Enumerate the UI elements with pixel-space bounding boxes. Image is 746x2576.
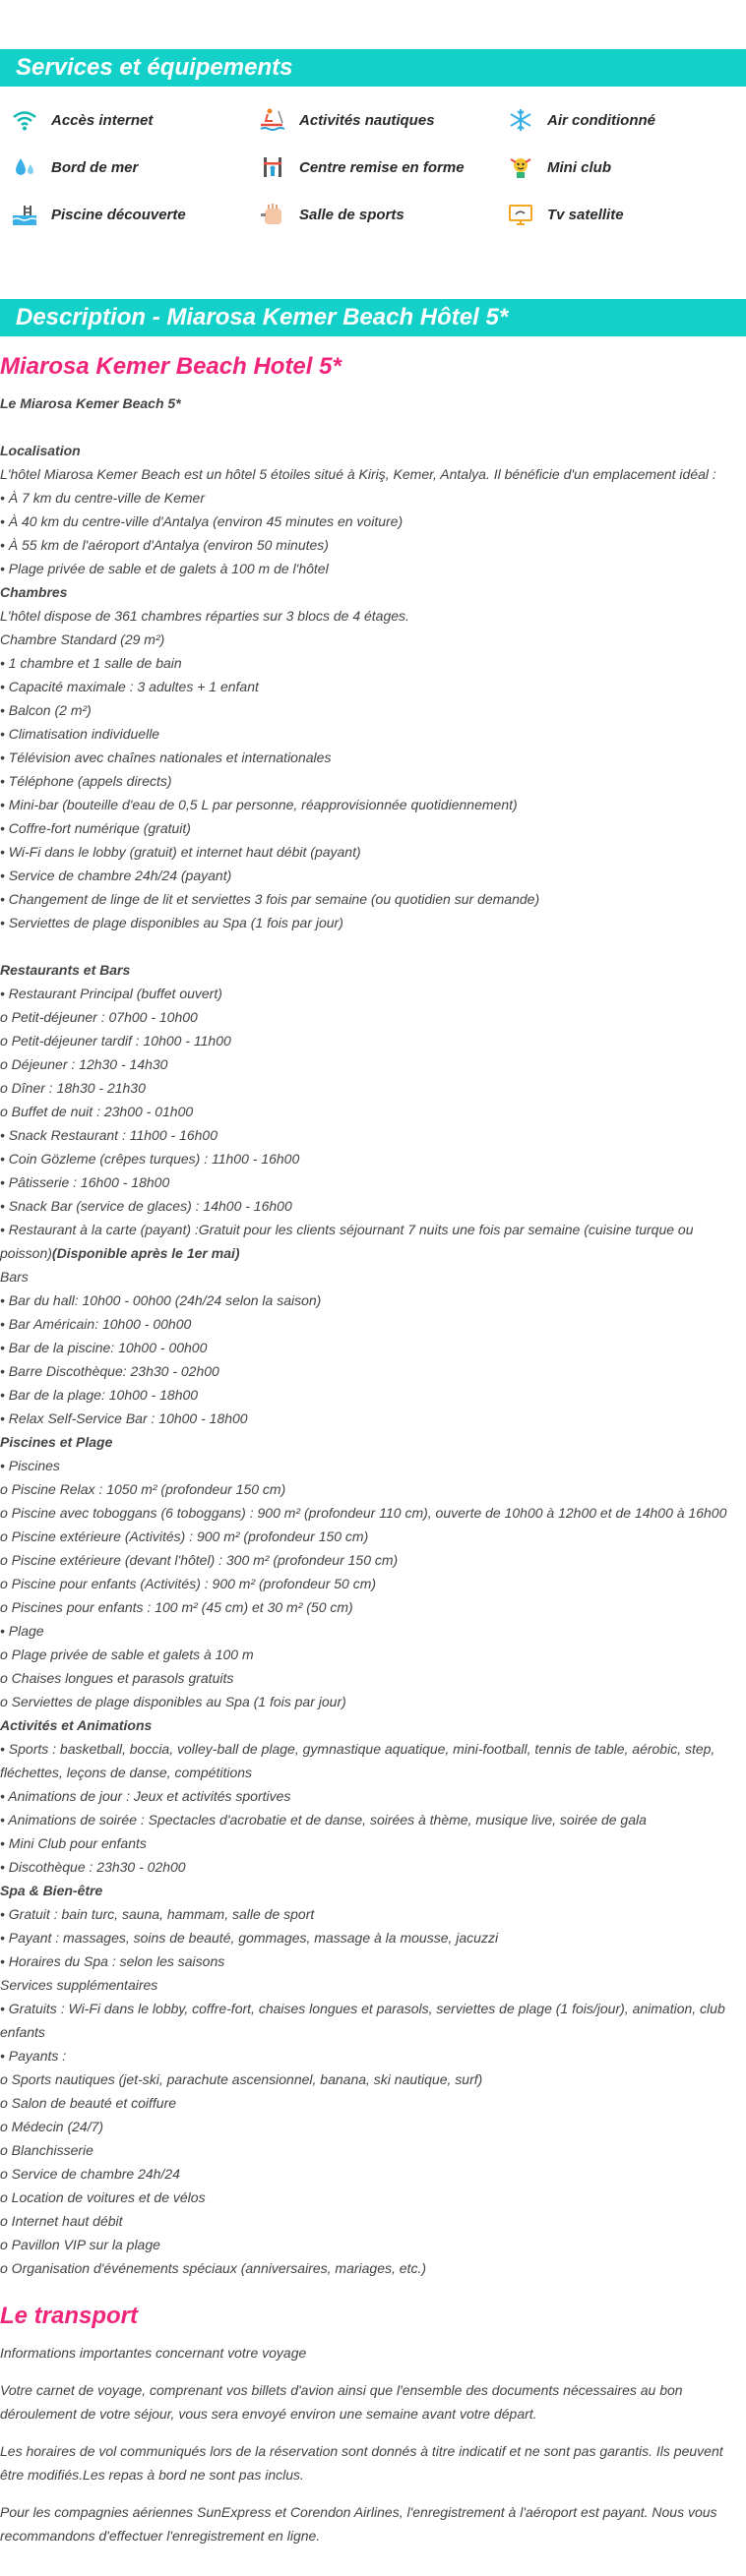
pool-icon: [10, 200, 39, 229]
line-text: Services supplémentaires: [0, 1977, 158, 1993]
line-text: o Piscine pour enfants (Activités) : 900 m² (profondeur 50 cm): [0, 1576, 377, 1591]
line-text: Restaurants et Bars: [0, 962, 131, 978]
amenity-label: Bord de mer: [51, 158, 139, 176]
line-text: o Pavillon VIP sur la plage: [0, 2237, 160, 2252]
description-line: [0, 887, 746, 911]
description-line: [0, 2115, 746, 2138]
water-sports-icon: [258, 105, 287, 135]
description-line: [0, 1643, 746, 1666]
line-text: Bars: [0, 1269, 29, 1285]
description-line: [0, 1312, 746, 1336]
line-text: • Pâtisserie : 16h00 - 18h00: [0, 1174, 170, 1190]
description-line: [0, 1218, 746, 1265]
line-text: Localisation: [0, 443, 81, 458]
line-text: Spa & Bien-être: [0, 1883, 103, 1898]
line-text: o Buffet de nuit : 23h00 - 01h00: [0, 1104, 194, 1119]
description-line: [0, 1595, 746, 1619]
description-line: [0, 746, 746, 769]
description-line: [0, 2091, 746, 2115]
line-text: • Téléphone (appels directs): [0, 773, 172, 789]
line-text: Activités et Animations: [0, 1717, 153, 1733]
line-text: • Plage: [0, 1623, 44, 1639]
description-line: [0, 2256, 746, 2280]
amenity-item: [506, 144, 746, 191]
description-line: [0, 2209, 746, 2233]
line-text: o Piscine Relax : 1050 m² (profondeur 150 cm): [0, 1481, 286, 1497]
line-text: Chambres: [0, 584, 68, 600]
description-line: [0, 1029, 746, 1052]
line-text: L'hôtel dispose de 361 chambres réparties sur 3 blocs de 4 étages.: [0, 608, 409, 624]
line-text: o Dîner : 18h30 - 21h30: [0, 1080, 146, 1096]
description-band: [0, 299, 746, 336]
amenity-item: [10, 96, 258, 144]
description-line: [0, 1076, 746, 1100]
line-text: • Wi-Fi dans le lobby (gratuit) et internet haut débit (payant): [0, 844, 361, 860]
line-text: • Restaurant Principal (buffet ouvert): [0, 986, 222, 1001]
description-title: Description - Miarosa Kemer Beach Hôtel 5*: [16, 304, 509, 330]
amenity-label: Accès internet: [51, 111, 154, 129]
water-drops-icon: [10, 152, 39, 182]
section-heading: [0, 1879, 746, 1902]
line-text: o Blanchisserie: [0, 2142, 93, 2158]
line-suffix-bold: (Disponible après le 1er mai): [51, 1245, 240, 1261]
description-line: [0, 1548, 746, 1572]
description-line: [0, 1359, 746, 1383]
description-line: [0, 1831, 746, 1855]
line-text: • Coin Gözleme (crêpes turques) : 11h00 - 16h00: [0, 1151, 300, 1167]
description-line: [0, 1926, 746, 1949]
section-heading: [0, 1713, 746, 1737]
description-line: [0, 1784, 746, 1808]
amenity-item: [506, 191, 746, 238]
line-text: • Sports : basketball, boccia, volley-ball de plage, gymnastique aquatique, mini-football, tennis de table, aérobic, step, fléchettes, leçons de danse, compétitions: [0, 1741, 715, 1780]
description-line: [0, 816, 746, 840]
line-text: • Payant : massages, soins de beauté, gommages, massage à la mousse, jacuzzi: [0, 1930, 499, 1946]
description-line: [0, 1902, 746, 1926]
amenity-item: [258, 96, 506, 144]
line-text: • Bar Américain: 10h00 - 00h00: [0, 1316, 192, 1332]
description-line: [0, 509, 746, 533]
line-text: o Service de chambre 24h/24: [0, 2166, 180, 2182]
description-line: [0, 1666, 746, 1690]
description-line: [0, 1170, 746, 1194]
description-line: [0, 1005, 746, 1029]
description-line: [0, 675, 746, 698]
description-line: [0, 533, 746, 557]
kids-club-icon: [506, 152, 535, 182]
description-line: [0, 1383, 746, 1407]
line-text: • Coffre-fort numérique (gratuit): [0, 820, 191, 836]
line-text: • Bar du hall: 10h00 - 00h00 (24h/24 selon la saison): [0, 1292, 322, 1308]
line-text: • Service de chambre 24h/24 (payant): [0, 868, 232, 883]
line-text: • Barre Discothèque: 23h30 - 02h00: [0, 1363, 219, 1379]
description-line: [0, 486, 746, 509]
description-line: [0, 1194, 746, 1218]
description-line: [0, 1572, 746, 1595]
line-text: • Bar de la piscine: 10h00 - 00h00: [0, 1340, 208, 1355]
line-text: • Bar de la plage: 10h00 - 18h00: [0, 1387, 199, 1403]
description-line: [0, 1737, 746, 1784]
description-line: [0, 2067, 746, 2091]
description-line: [0, 1973, 746, 1997]
line-text: • Balcon (2 m²): [0, 702, 92, 718]
section-heading: [0, 439, 746, 462]
line-text: • Gratuits : Wi-Fi dans le lobby, coffre-fort, chaises longues et parasols, serviettes de plage (1 fois/jour), animation, club enfants: [0, 2001, 725, 2040]
amenity-item: [258, 191, 506, 238]
description-line: [0, 793, 746, 816]
line-text: o Piscine extérieure (Activités) : 900 m² (profondeur 150 cm): [0, 1528, 369, 1544]
line-text: • Restaurant à la carte (payant) :Gratuit pour les clients séjournant 7 nuits une fois par semaine (cuisine turque ou poisson): [0, 1222, 694, 1261]
description-line: [0, 911, 746, 934]
transport-paragraph: Informations importantes concernant votre voyage: [0, 2345, 307, 2361]
line-text: • Plage privée de sable et de galets à 100 m de l'hôtel: [0, 561, 329, 576]
amenity-item: [10, 191, 258, 238]
line-text: o Organisation d'événements spéciaux (anniversaires, mariages, etc.): [0, 2260, 426, 2276]
amenity-label: Centre remise en forme: [299, 158, 465, 176]
line-text: o Chaises longues et parasols gratuits: [0, 1670, 234, 1686]
line-text: • Piscines: [0, 1458, 60, 1473]
description-line: [0, 1477, 746, 1501]
line-text: • Climatisation individuelle: [0, 726, 160, 742]
amenity-item: [10, 144, 258, 191]
wifi-icon: [10, 105, 39, 135]
services-band: [0, 49, 746, 87]
description-line: [0, 1100, 746, 1123]
amenity-label: Piscine découverte: [51, 206, 186, 223]
description-line: [0, 1525, 746, 1548]
snowflake-icon: [506, 105, 535, 135]
line-text: o Sports nautiques (jet-ski, parachute ascensionnel, banana, ski nautique, surf): [0, 2071, 483, 2087]
hotel-heading: Miarosa Kemer Beach Hotel 5*: [0, 353, 342, 380]
hotel-intro: Le Miarosa Kemer Beach 5*: [0, 395, 181, 411]
line-text: o Serviettes de plage disponibles au Spa (1 fois par jour): [0, 1694, 346, 1709]
line-text: o Médecin (24/7): [0, 2119, 104, 2134]
description-line: [0, 769, 746, 793]
description-line: [0, 982, 746, 1005]
line-text: • Snack Bar (service de glaces) : 14h00 - 16h00: [0, 1198, 292, 1214]
description-line: [0, 1265, 746, 1288]
description-line: [0, 604, 746, 628]
fitness-icon: [258, 152, 287, 182]
tv-icon: [506, 200, 535, 229]
description-line: [0, 2186, 746, 2209]
amenities-grid: [0, 87, 746, 238]
line-text: o Petit-déjeuner : 07h00 - 10h00: [0, 1009, 198, 1025]
section-heading: [0, 580, 746, 604]
line-text: • Mini-bar (bouteille d'eau de 0,5 L par personne, réapprovisionnée quotidiennement): [0, 797, 518, 812]
line-text: • Payants :: [0, 2048, 67, 2064]
line-text: • Discothèque : 23h30 - 02h00: [0, 1859, 186, 1875]
description-line: [0, 1123, 746, 1147]
line-text: Piscines et Plage: [0, 1434, 113, 1450]
line-text: o Piscines pour enfants : 100 m² (45 cm) et 30 m² (50 cm): [0, 1599, 353, 1615]
description-line: [0, 1147, 746, 1170]
description-line: [0, 462, 746, 486]
description-line: [0, 557, 746, 580]
line-text: Chambre Standard (29 m²): [0, 631, 165, 647]
section-heading: [0, 958, 746, 982]
line-text: • Serviettes de plage disponibles au Spa (1 fois par jour): [0, 915, 343, 930]
description-line: [0, 2138, 746, 2162]
amenity-label: Activités nautiques: [299, 111, 435, 129]
services-title: Services et équipements: [16, 54, 293, 81]
line-text: • Changement de linge de lit et serviettes 3 fois par semaine (ou quotidien sur demande): [0, 891, 540, 907]
description-line: [0, 1501, 746, 1525]
description-line: [0, 864, 746, 887]
line-text: o Salon de beauté et coiffure: [0, 2095, 177, 2111]
amenity-item: [258, 144, 506, 191]
line-text: • 1 chambre et 1 salle de bain: [0, 655, 182, 671]
description-line: [0, 1052, 746, 1076]
line-text: o Plage privée de sable et galets à 100 m: [0, 1647, 254, 1662]
transport-paragraph: Pour les compagnies aériennes SunExpress et Corendon Airlines, l'enregistrement à l'aéroport est payant. Nous vous recommandons d'effectuer l'enregistrement en ligne.: [0, 2504, 717, 2544]
line-text: o Déjeuner : 12h30 - 14h30: [0, 1056, 168, 1072]
line-text: o Petit-déjeuner tardif : 10h00 - 11h00: [0, 1033, 231, 1048]
description-line: [0, 651, 746, 675]
section-heading: [0, 1430, 746, 1454]
description-line: [0, 1855, 746, 1879]
amenity-item: [506, 96, 746, 144]
line-text: • Horaires du Spa : selon les saisons: [0, 1953, 225, 1969]
amenity-label: Air conditionné: [547, 111, 655, 129]
description-line: [0, 1288, 746, 1312]
description-line: [0, 1407, 746, 1430]
amenity-label: Mini club: [547, 158, 611, 176]
transport-heading: Le transport: [0, 2303, 139, 2329]
description-line: [0, 1619, 746, 1643]
line-text: • Relax Self-Service Bar : 10h00 - 18h00: [0, 1410, 248, 1426]
line-text: • Capacité maximale : 3 adultes + 1 enfant: [0, 679, 259, 694]
description-line: [0, 1454, 746, 1477]
description-line: [0, 698, 746, 722]
description-body: [0, 439, 746, 2280]
line-text: L'hôtel Miarosa Kemer Beach est un hôtel 5 étoiles situé à Kiriş, Kemer, Antalya. Il bénéficie d'un emplacement idéal :: [0, 466, 716, 482]
description-line: [0, 2233, 746, 2256]
description-line: [0, 1336, 746, 1359]
description-line: [0, 1949, 746, 1973]
line-text: • À 7 km du centre-ville de Kemer: [0, 490, 205, 506]
description-line: [0, 628, 746, 651]
line-text: • À 40 km du centre-ville d'Antalya (environ 45 minutes en voiture): [0, 513, 404, 529]
amenity-label: Tv satellite: [547, 206, 624, 223]
description-line: [0, 2044, 746, 2067]
description-line: [0, 722, 746, 746]
line-text: • Gratuit : bain turc, sauna, hammam, salle de sport: [0, 1906, 315, 1922]
line-text: • Animations de jour : Jeux et activités sportives: [0, 1788, 291, 1804]
line-text: o Internet haut débit: [0, 2213, 123, 2229]
line-text: • Télévision avec chaînes nationales et internationales: [0, 749, 332, 765]
description-line: [0, 840, 746, 864]
description-line: [0, 1808, 746, 1831]
amenity-label: Salle de sports: [299, 206, 404, 223]
description-line: [0, 1997, 746, 2044]
description-line: [0, 1690, 746, 1713]
line-text: • Snack Restaurant : 11h00 - 16h00: [0, 1127, 218, 1143]
line-text: o Location de voitures et de vélos: [0, 2189, 206, 2205]
transport-paragraph: Les horaires de vol communiqués lors de la réservation sont donnés à titre indicatif et ne sont pas garantis. Ils peuvent être modifiés.Les repas à bord ne sont pas inclus.: [0, 2443, 723, 2483]
description-line: [0, 2162, 746, 2186]
line-text: • Mini Club pour enfants: [0, 1835, 147, 1851]
line-text: o Piscine extérieure (devant l'hôtel) : 300 m² (profondeur 150 cm): [0, 1552, 399, 1568]
line-text: • À 55 km de l'aéroport d'Antalya (environ 50 minutes): [0, 537, 329, 553]
line-text: o Piscine avec toboggans (6 toboggans) : 900 m² (profondeur 110 cm), ouverte de 10h00 à 12h00 et de 14h00 à 16h00: [0, 1505, 727, 1521]
gym-hand-icon: [258, 200, 287, 229]
line-text: • Animations de soirée : Spectacles d'acrobatie et de danse, soirées à thème, musique live, soirée de gala: [0, 1812, 647, 1827]
transport-body: [0, 2341, 746, 2547]
transport-paragraph: Votre carnet de voyage, comprenant vos billets d'avion ainsi que l'ensemble des documents nécessaires au bon déroulement de votre séjour, vous sera envoyé environ une semaine avant votre départ.: [0, 2382, 683, 2422]
